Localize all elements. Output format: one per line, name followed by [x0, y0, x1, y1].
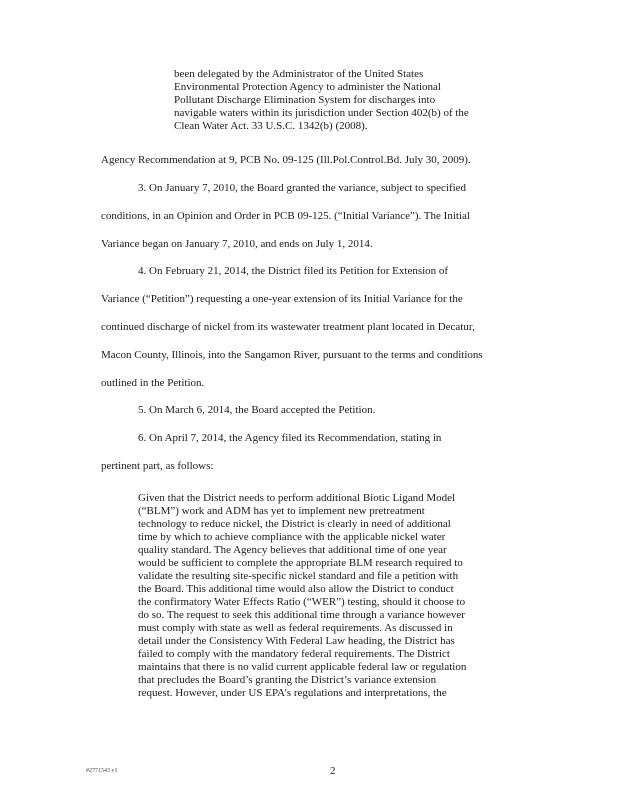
quote-line: do so. The request to seek this additional time through a variance however — [138, 609, 465, 621]
paragraph-3-line: conditions, in an Opinion and Order in PCB 09-125. (“Initial Variance”). The Initial — [101, 210, 470, 222]
paragraph-6-line: 6. On April 7, 2014, the Agency filed its Recommendation, stating in — [138, 432, 442, 444]
quote-line: been delegated by the Administrator of the United States — [174, 68, 424, 80]
paragraph-3-line: 3. On January 7, 2010, the Board granted the variance, subject to specified — [138, 182, 467, 194]
quote-line: quality standard. The Agency believes that additional time of one year — [138, 544, 447, 556]
paragraph-4-line: Macon County, Illinois, into the Sangamon River, pursuant to the terms and conditions — [101, 349, 483, 361]
paragraph-6-line: pertinent part, as follows: — [101, 460, 214, 472]
quote-line: would be sufficient to complete the appropriate BLM research required to — [138, 557, 463, 569]
block-quote-agency — [138, 492, 466, 700]
document-id: #2771543 v1 — [86, 768, 118, 774]
quote-line: Environmental Protection Agency to administer the National — [174, 81, 441, 93]
quote-line: failed to comply with the mandatory federal requirements. The District — [138, 648, 450, 660]
quote-line: time by which to achieve compliance with the applicable nickel water — [138, 531, 446, 543]
paragraph-4-line: Variance (“Petition”) requesting a one-year extension of its Initial Variance for the — [101, 293, 463, 305]
quote-line: the Board. This additional time would also allow the District to conduct — [138, 583, 454, 595]
paragraph-3-line: Variance began on January 7, 2010, and ends on July 1, 2014. — [101, 238, 373, 250]
quote-line: technology to reduce nickel, the District is clearly in need of additional — [138, 518, 451, 530]
quote-line: maintains that there is no valid current applicable federal law or regulation — [138, 661, 467, 673]
quote-line: Pollutant Discharge Elimination System for discharges into — [174, 94, 436, 106]
paragraph-4-line: continued discharge of nickel from its wastewater treatment plant located in Decatur, — [101, 321, 475, 333]
quote-line: detail under the Consistency With Federal Law heading, the District has — [138, 635, 455, 647]
citation: Agency Recommendation at 9, PCB No. 09-125 (Ill.Pol.Control.Bd. July 30, 2009). — [101, 154, 471, 166]
paragraph-4-line: outlined in the Petition. — [101, 377, 205, 389]
quote-line: the confirmatory Water Effects Ratio (“WER”) testing, should it choose to — [138, 596, 466, 608]
quote-line: Given that the District needs to perform additional Biotic Ligand Model — [138, 492, 456, 504]
paragraph-4-line: 4. On February 21, 2014, the District filed its Petition for Extension of — [138, 265, 449, 277]
quote-line: request. However, under US EPA’s regulations and interpretations, the — [138, 687, 447, 699]
paragraph-5: 5. On March 6, 2014, the Board accepted the Petition. — [138, 404, 376, 416]
page-number: 2 — [330, 765, 336, 777]
quote-line: Clean Water Act. 33 U.S.C. 1342(b) (2008). — [174, 120, 368, 132]
quote-line: validate the resulting site-specific nickel standard and file a petition with — [138, 570, 459, 582]
quote-line: (“BLM”) work and ADM has yet to implement new pretreatment — [138, 505, 425, 517]
block-quote-top — [174, 68, 469, 133]
quote-line: must comply with state as well as federal requirements. As discussed in — [138, 622, 453, 634]
quote-line: that precludes the Board’s granting the District’s variance extension — [138, 674, 437, 686]
quote-line: navigable waters within its jurisdiction under Section 402(b) of the — [174, 107, 469, 119]
